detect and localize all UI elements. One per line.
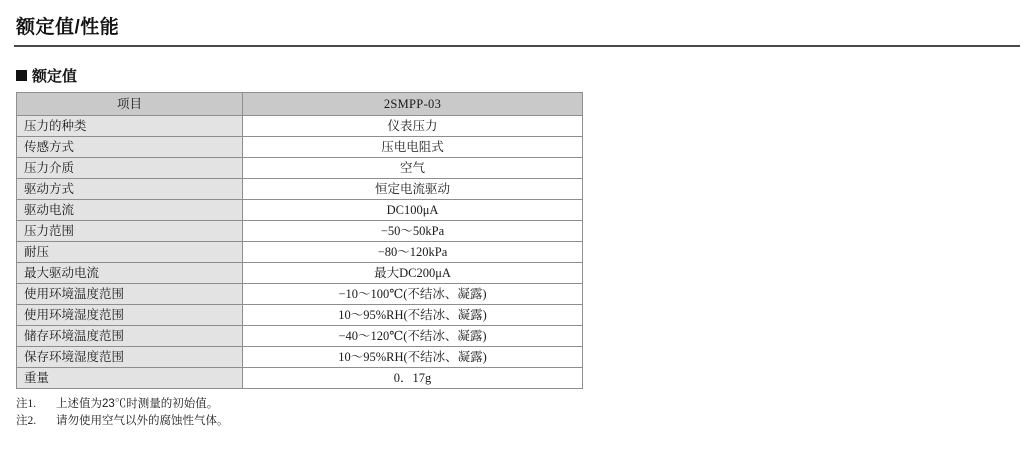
table-body (17, 116, 583, 389)
row-label: 传感方式 (17, 137, 243, 158)
row-label: 耐压 (17, 242, 243, 263)
table-row (17, 347, 583, 368)
row-value: DC100μA (243, 200, 583, 221)
row-value: 10〜95%RH(不结冰、凝露) (243, 305, 583, 326)
section-heading-label: 额定值 (32, 68, 78, 85)
note-text: 请勿使用空气以外的腐蚀性气体。 (56, 414, 229, 427)
note-tag: 注1. (16, 398, 37, 410)
table-row (17, 116, 583, 137)
table-row (17, 305, 583, 326)
row-value: 恒定电流驱动 (243, 179, 583, 200)
row-label: 重量 (17, 368, 243, 389)
note-item (16, 413, 1020, 430)
row-value: −40〜120℃(不结冰、凝露) (243, 326, 583, 347)
section-heading (16, 65, 1020, 86)
row-label: 保存环境湿度范围 (17, 347, 243, 368)
row-label: 使用环境温度范围 (17, 284, 243, 305)
row-label: 储存环境温度范围 (17, 326, 243, 347)
table-row (17, 263, 583, 284)
table-row (17, 242, 583, 263)
table-header-row (17, 93, 583, 116)
row-value: 压电电阻式 (243, 137, 583, 158)
row-value: 0．17g (243, 368, 583, 389)
row-value: 10〜95%RH(不结冰、凝露) (243, 347, 583, 368)
square-bullet-icon (16, 70, 27, 81)
row-value: −50〜50kPa (243, 221, 583, 242)
note-tag: 注2. (16, 414, 37, 427)
column-header-model: 2SMPP-03 (243, 93, 583, 116)
row-value: −80〜120kPa (243, 242, 583, 263)
specifications-table (16, 92, 583, 389)
notes-block (16, 396, 1020, 429)
table-row (17, 326, 583, 347)
row-label: 驱动电流 (17, 200, 243, 221)
page-title: 额定值/性能 (16, 17, 120, 38)
table-row (17, 158, 583, 179)
row-value: 空气 (243, 158, 583, 179)
row-label: 驱动方式 (17, 179, 243, 200)
row-value: 最大DC200μA (243, 263, 583, 284)
table-row (17, 368, 583, 389)
table-row (17, 179, 583, 200)
row-label: 压力的种类 (17, 116, 243, 137)
table-row (17, 284, 583, 305)
note-item (16, 396, 1020, 413)
note-text: 上述值为23℃时测量的初始值。 (56, 398, 219, 410)
table-row (17, 221, 583, 242)
row-label: 压力范围 (17, 221, 243, 242)
title-divider (14, 45, 1020, 47)
row-label: 压力介质 (17, 158, 243, 179)
row-label: 使用环境湿度范围 (17, 305, 243, 326)
column-header-item: 项目 (17, 93, 243, 116)
row-value: −10〜100℃(不结冰、凝露) (243, 284, 583, 305)
table-row (17, 137, 583, 158)
row-value: 仪表压力 (243, 116, 583, 137)
table-row (17, 200, 583, 221)
row-label: 最大驱动电流 (17, 263, 243, 284)
